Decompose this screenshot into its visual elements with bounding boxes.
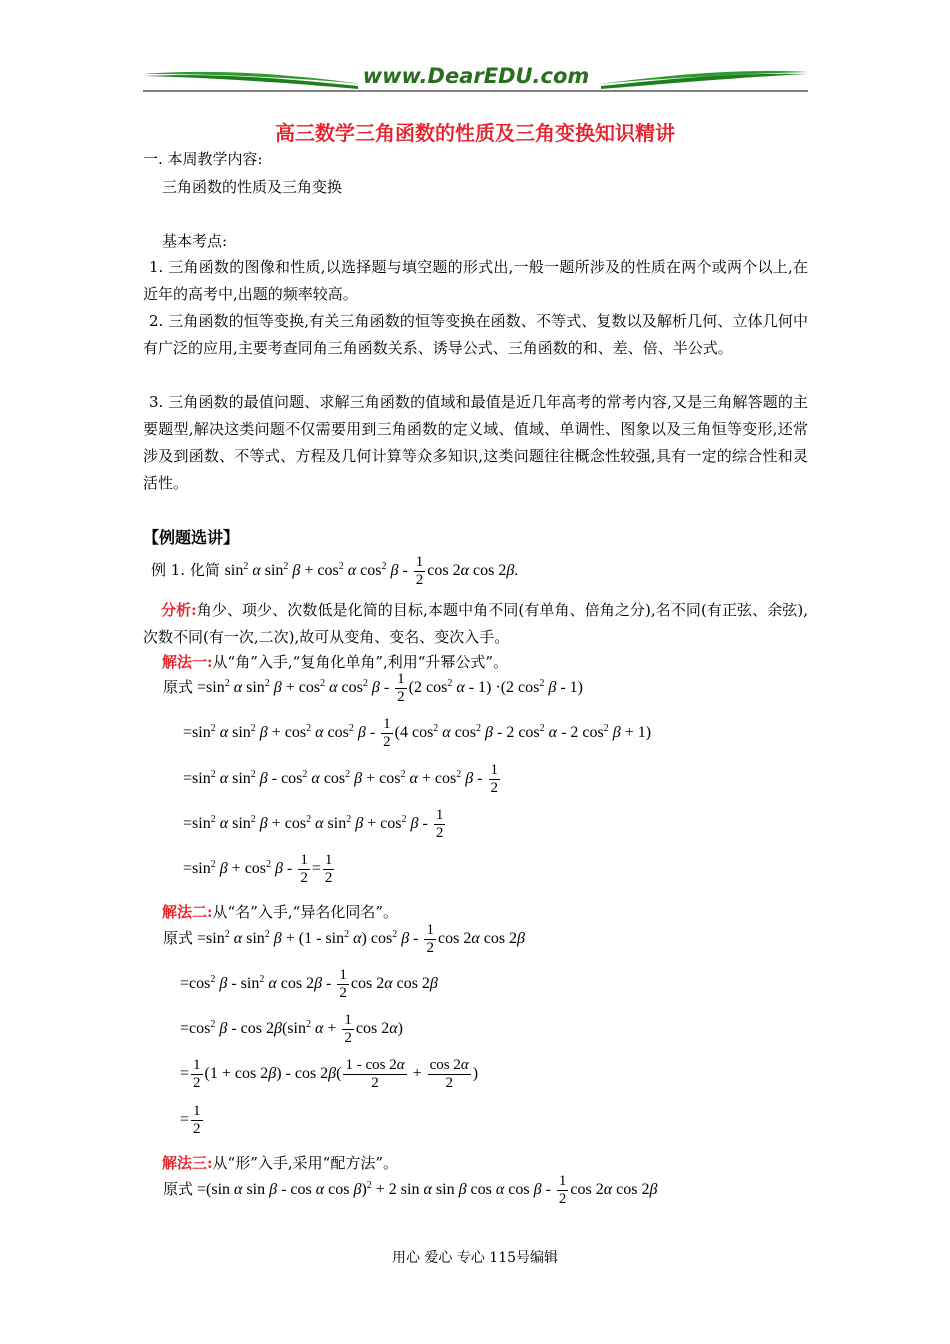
solution-2-text: 从“名”入手,“异名化同名”。 [212, 903, 398, 921]
sol2-line-3: $=\cos^2$ β - $\cos 2\beta(\sin^2$ α + $\frac{1}{2}$ cos 2α) [180, 1012, 403, 1046]
analysis [143, 597, 808, 651]
sol1-line-3: $=\sin^2$ α $\sin^2 \beta - \cos^2 \alpha$ $\cos^2 \beta + \cos^2 \alpha + \cos^2 \beta$ - $\frac{1}{2}$ [183, 762, 499, 796]
solution-2-label: 解法二: [162, 903, 213, 921]
yuanshi-label: 原式 [163, 678, 194, 697]
key-points-heading: 基本考点: [162, 232, 228, 250]
yuanshi-label: 原式 [163, 929, 194, 948]
key-point-3: 3. 三角函数的最值问题、求解三角函数的值域和最值是近几年高考的常考内容,又是三角解答题的主要题型,解决这类问题不仅需要用到三角函数的定义域、值域、单调性、图象以及三角恒等变形,还常涉及到函数、不等式、方程及几何计算等众多知识,这类问题往往概念性较强,具有一定的综合性和灵活性。 [143, 393, 808, 492]
header-logo [143, 62, 808, 94]
sol2-line-1: 原式 $=\sin^2$ α $\sin^2 \beta + (1 - \sin^2 \alpha)$ $\cos^2 \beta$ - $\frac{1}{2}$ cos 2α cos 2β [163, 922, 526, 956]
example-1 [151, 552, 518, 589]
solution-3-label: 解法三: [162, 1154, 213, 1172]
sol2-line-2: $=\cos^2$ β - $\sin^2 \alpha$ cos 2β - $\frac{1}{2}$ cos 2α cos 2β [180, 967, 438, 1001]
solution-3-text: 从“形”入手,采用“配方法”。 [212, 1154, 398, 1172]
analysis-text: 角少、项少、次数低是化简的目标,本题中角不同(有单角、倍角之分),名不同(有正弦、余弦),次数不同(有一次,二次),故可从变角、变名、变次入手。 [143, 601, 809, 646]
solution-1-text: 从“角”入手,“复角化单角”,利用“升幂公式”。 [212, 653, 509, 671]
key-point-1: 1. 三角函数的图像和性质,以选择题与填空题的形式出,一般一题所涉及的性质在两个或两个以上,在近年的高考中,出题的频率较高。 [143, 258, 808, 303]
key-point-2: 2. 三角函数的恒等变换,有关三角函数的恒等变换在函数、不等式、复数以及解析几何、立体几何中有广泛的应用,主要考查同角三角函数关系、诱导公式、三角函数的和、差、倍、半公式。 [143, 312, 808, 357]
sol1-line-5: $=\sin^2$ $\beta + \cos^2 \beta$ - $\frac{1}{2}$ = $\frac{1}{2}$ [183, 852, 333, 886]
section-content: 三角函数的性质及三角变换 [162, 178, 343, 196]
logo-text: www.DearEDU.com [362, 64, 590, 88]
yuanshi-label: 原式 [163, 1180, 194, 1199]
sol2-line-4: = $\frac{1}{2}$ (1 + cos 2β) - cos 2β( $\frac{1 - \cos 2\alpha}{2}$ + $\frac{\cos 2\alpha}{2}$ ) [180, 1057, 479, 1091]
example-1-expression: $\sin^2 \alpha$ $\sin^2 \beta + \cos^2 \alpha$ $\cos^2 \beta$ - $\frac{1}{2}$ cos 2α cos 2β. [224, 553, 519, 588]
sol1-line-1: 原式 $=\sin^2$ α $\sin^2 \beta + \cos^2 \alpha$ $\cos^2 \beta$ - $\frac{1}{2}$ (2 $\cos^2 \alpha - 1) \cdot(2$ $\cos^2 \beta - 1$) [163, 671, 583, 705]
sol2-line-5: = $\frac{1}{2}$ [180, 1103, 201, 1137]
page-footer: 用心 爱心 专心 115号编辑 [391, 1250, 559, 1266]
solution-1-label: 解法一: [162, 653, 213, 671]
examples-heading: 【例题选讲】 [143, 528, 240, 547]
sol1-line-4: $=\sin^2$ α $\sin^2 \beta + \cos^2 \alpha$ $\sin^2 \beta + \cos^2 \beta$ - $\frac{1}{2}$ [183, 807, 444, 841]
example-1-label: 例 1. 化简 [151, 561, 220, 579]
page-title: 高三数学三角函数的性质及三角变换知识精讲 [275, 121, 675, 145]
section-heading: 一. 本周教学内容: [143, 150, 263, 168]
sol3-line-1: 原式 =(sin α sin β - cos α cos β)$^2$ + 2 sin α sin β cos α cos β - $\frac{1}{2}$ cos 2α cos 2β [163, 1173, 658, 1207]
sol1-line-2: $=\sin^2$ α $\sin^2 \beta + \cos^2 \alpha$ $\cos^2 \beta$ - $\frac{1}{2}$ (4 $\cos^2 \alpha$ $\cos^2 \beta - 2$ $\cos^2 \alpha - 2$ $\cos^2 \beta + 1$) [183, 716, 652, 750]
analysis-label: 分析: [161, 601, 197, 619]
